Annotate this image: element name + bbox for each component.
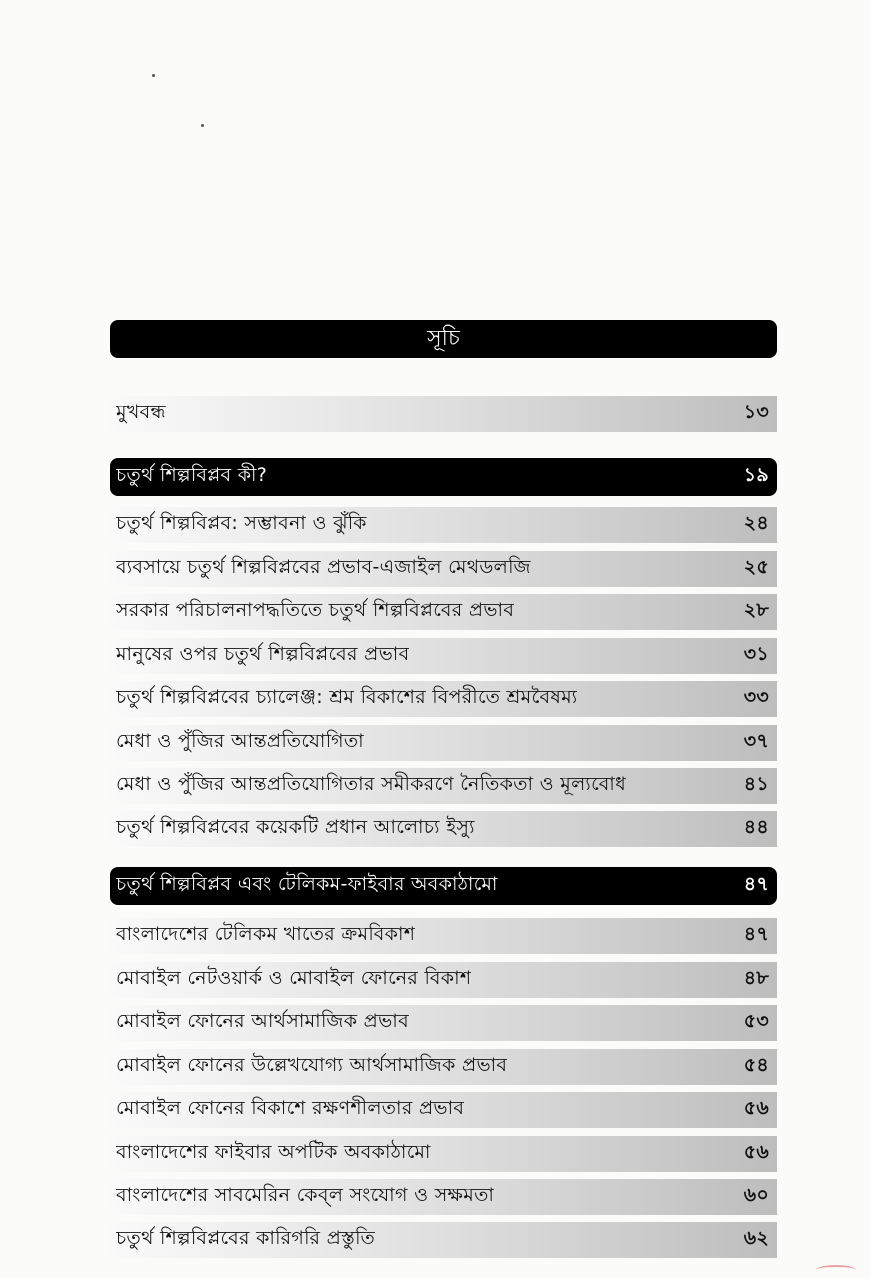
toc-entry-row [110, 396, 777, 432]
toc-entry-row [110, 1222, 777, 1258]
toc-page-number: ২৪ [743, 512, 769, 534]
toc-entry-row [110, 594, 777, 630]
toc-entry-row [110, 681, 777, 717]
toc-entry-title: চতুর্থ শিল্পবিপ্লব: সম্ভাবনা ও ঝুঁকি [116, 512, 367, 534]
toc-page-number: ৪৭ [743, 873, 769, 895]
toc-entry-title: মেধা ও পুঁজির আন্তপ্রতিযোগিতা [116, 730, 364, 752]
toc-entry-row [110, 1005, 777, 1041]
toc-entry-title: মেধা ও পুঁজির আন্তপ্রতিযোগিতার সমীকরণে নৈতিকতা ও মূল্যবোধ [116, 773, 627, 795]
toc-entry-row [110, 918, 777, 954]
toc-page-number: ৬২ [743, 1227, 769, 1249]
toc-entry-title: চতুর্থ শিল্পবিপ্লবের কারিগরি প্রস্তুতি [116, 1227, 376, 1249]
toc-entry-row [110, 1179, 777, 1215]
toc-entry-row [110, 507, 777, 543]
toc-heading: সূচি [427, 325, 460, 351]
toc-entry-title: মোবাইল ফোনের আর্থসামাজিক প্রভাব [116, 1010, 409, 1032]
toc-page-number: ৪৪ [743, 816, 769, 838]
toc-heading-bar [110, 320, 777, 358]
toc-page-number: ৫৬ [743, 1097, 769, 1119]
toc-entry-title: মানুষের ওপর চতুর্থ শিল্পবিপ্লবের প্রভাব [116, 643, 410, 665]
toc-entry-title: বাংলাদেশের সাবমেরিন কেব্‌ল সংযোগ ও সক্ষমতা [116, 1184, 495, 1206]
toc-entry-title: চতুর্থ শিল্পবিপ্লব এবং টেলিকম-ফাইবার অবকাঠামো [116, 873, 498, 895]
toc-entry-row [110, 1092, 777, 1128]
toc-page-number: ৪৮ [743, 967, 769, 989]
toc-entry-title: ব্যবসায়ে চতুর্থ শিল্পবিপ্লবের প্রভাব-এজাইল মেথডলজি [116, 556, 531, 578]
toc-entry-row [110, 1049, 777, 1085]
toc-page-number: ৪৭ [743, 923, 769, 945]
paper-speck [152, 74, 155, 77]
toc-entry-row [110, 1136, 777, 1172]
toc-entry-row [110, 768, 777, 804]
toc-entry-title: সরকার পরিচালনাপদ্ধতিতে চতুর্থ শিল্পবিপ্লবের প্রভাব [116, 599, 515, 621]
toc-page-number: ২৮ [743, 599, 769, 621]
toc-entry-row [110, 725, 777, 761]
toc-entry-title: বাংলাদেশের ফাইবার অপটিক অবকাঠামো [116, 1141, 431, 1163]
toc-entry-title: মোবাইল ফোনের উল্লেখযোগ্য আর্থসামাজিক প্রভাব [116, 1054, 508, 1076]
toc-page-number: ১৩ [743, 401, 769, 423]
toc-page-number: ২৫ [743, 556, 769, 578]
toc-entry-title: চতুর্থ শিল্পবিপ্লবের চ্যালেঞ্জ: শ্রম বিকাশের বিপরীতে শ্রমবৈষম্য [116, 686, 578, 708]
toc-page-number: ১৯ [743, 464, 769, 486]
toc-section-row [110, 867, 777, 905]
toc-page-number: ৪১ [743, 773, 769, 795]
toc-entry-title: মোবাইল ফোনের বিকাশে রক্ষণশীলতার প্রভাব [116, 1097, 465, 1119]
toc-page-number: ৩১ [743, 643, 769, 665]
toc-section-row [110, 458, 777, 496]
toc-page-number: ৫৪ [743, 1054, 769, 1076]
toc-entry-title: বাংলাদেশের টেলিকম খাতের ক্রমবিকাশ [116, 923, 416, 945]
toc-page-number: ৩৩ [743, 686, 769, 708]
toc-page-number: ৫৩ [743, 1010, 769, 1032]
toc-entry-row [110, 962, 777, 998]
toc-entry-title: চতুর্থ শিল্পবিপ্লবের কয়েকটি প্রধান আলোচ্য ইস্যু [116, 816, 475, 838]
toc-entry-row [110, 638, 777, 674]
toc-entry-row [110, 811, 777, 847]
toc-page-number: ৩৭ [743, 730, 769, 752]
toc-entry-title: মোবাইল নেটওয়ার্ক ও মোবাইল ফোনের বিকাশ [116, 967, 472, 989]
toc-page-number: ৫৬ [743, 1141, 769, 1163]
toc-entry-title: মুখবন্ধ [116, 401, 166, 423]
page-corner-mark [816, 1265, 856, 1275]
toc-entry-title: চতুর্থ শিল্পবিপ্লব কী? [116, 464, 268, 486]
toc-entry-row [110, 551, 777, 587]
toc-page-number: ৬০ [743, 1184, 769, 1206]
paper-speck [201, 124, 204, 127]
